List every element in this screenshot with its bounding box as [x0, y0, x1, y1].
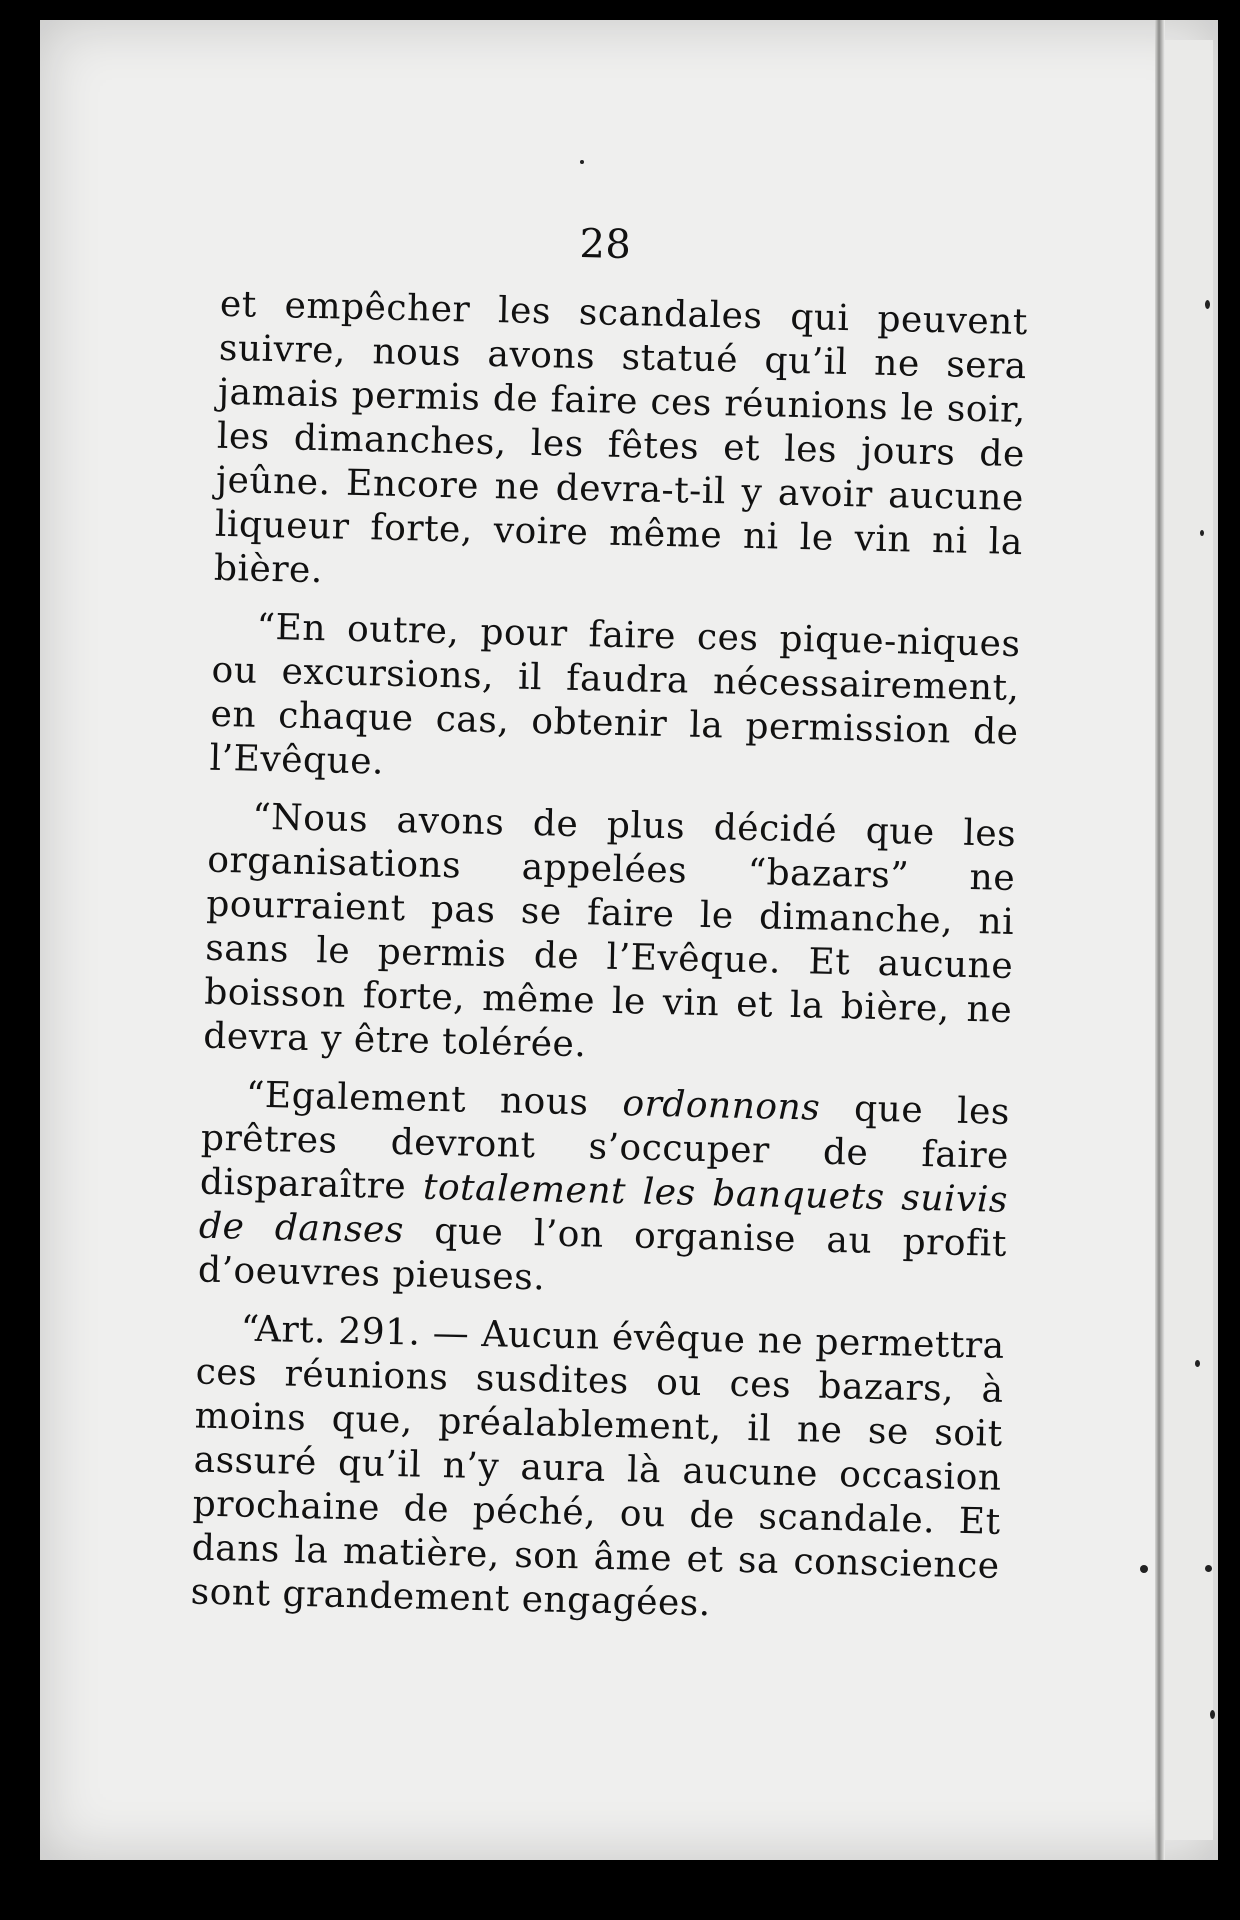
paragraph-4-text-c: que l’on organise au profit d’oeuvres pieuses.: [197, 1210, 1008, 1299]
scan-speck: [580, 160, 584, 164]
paragraph-4-text-b: que les prêtres devront s’occuper de faire disparaître: [199, 1087, 1011, 1208]
paragraph-4-italic-b: totalement les banquets suivis de danses: [198, 1166, 1009, 1252]
scan-speck: [1200, 530, 1204, 536]
scan-speck: [1205, 1565, 1212, 1572]
paragraph-3: “Nous avons de plus décidé que les organisations appelées “bazars” ne pourraient pas se faire le dimanche, ni sans le permis de l’Evêque. Et aucune boisson forte, même le vin et la bière, ne devra y être tolérée.: [202, 796, 1017, 1066]
scan-speck: [1195, 1360, 1200, 1367]
scan-speck: [1210, 1710, 1215, 1719]
scan-speck: [1140, 1565, 1148, 1573]
page-number: 28: [578, 220, 632, 269]
page-text: [190, 211, 1030, 1647]
paragraph-4: [198, 1073, 1011, 1311]
page-gutter-edge: [1155, 20, 1165, 1860]
scan-speck: [1205, 300, 1210, 309]
paragraph-1: et empêcher les scandales qui peuvent suivre, nous avons statué qu’il ne sera jamais permis de faire ces réunions le soir, les dimanches, les fêtes et les jours de jeûne. Encore ne devra-t-il y avoir aucune liqueur forte, voire même ni le vin ni la bière.: [213, 283, 1029, 592]
paragraph-4-italic-a: ordonnons: [621, 1083, 821, 1129]
paragraph-2: “En outre, pour faire ces pique-niques ou excursions, il faudra nécessairement, en chaque cas, obtenir la permission de l’Evêque.: [209, 606, 1021, 783]
paragraph-5: “Art. 291. — Aucun évêque ne permettra ces réunions susdites ou ces bazars, à moins que, préalablement, il ne se soit assuré qu’il n’y aura là aucune occasion prochaine de péché, ou de scandale. Et dans la matière, son âme et sa conscience sont grandement engagées.: [190, 1308, 1006, 1625]
paragraph-4-text-a: “Egalement nous: [245, 1074, 623, 1125]
